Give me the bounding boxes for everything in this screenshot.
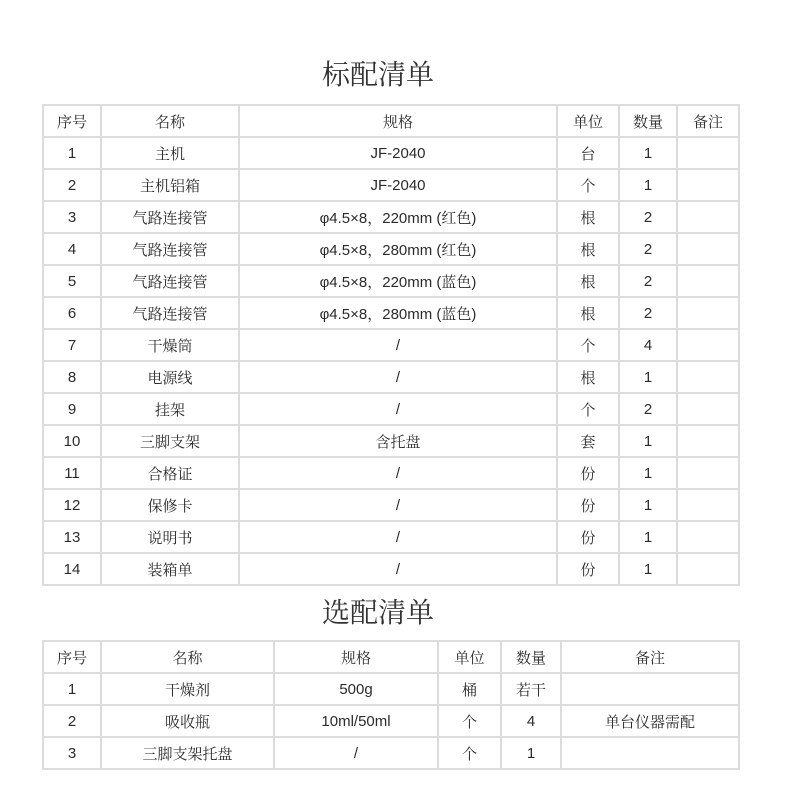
- table-cell: 1: [43, 673, 101, 705]
- table-cell: 9: [43, 393, 101, 425]
- table-cell: 气路连接管: [101, 297, 239, 329]
- table-cell: 4: [619, 329, 677, 361]
- table-cell: 14: [43, 553, 101, 585]
- table-cell: [677, 137, 739, 169]
- table-cell: 1: [43, 137, 101, 169]
- table-cell: 5: [43, 265, 101, 297]
- table-cell: 若干: [501, 673, 561, 705]
- table-row: [43, 489, 739, 521]
- table-cell: 电源线: [101, 361, 239, 393]
- table-cell: 10ml/50ml: [274, 705, 438, 737]
- header-cell: 单位: [438, 641, 501, 673]
- table-row: [43, 265, 739, 297]
- table-cell: 干燥剂: [101, 673, 274, 705]
- table-cell: [677, 329, 739, 361]
- table-cell: /: [239, 393, 557, 425]
- table-row: [43, 521, 739, 553]
- table-row: [43, 737, 739, 769]
- table-cell: 份: [557, 521, 619, 553]
- table-cell: φ4.5×8，280mm (蓝色): [239, 297, 557, 329]
- table-cell: [677, 553, 739, 585]
- table-cell: [677, 361, 739, 393]
- table-cell: 8: [43, 361, 101, 393]
- table-cell: 1: [501, 737, 561, 769]
- table-cell: [677, 457, 739, 489]
- table-row: [43, 393, 739, 425]
- header-cell: 序号: [43, 641, 101, 673]
- table-cell: 2: [619, 201, 677, 233]
- table-cell: [561, 673, 739, 705]
- table-cell: /: [239, 329, 557, 361]
- table-row: [43, 137, 739, 169]
- table-cell: 3: [43, 201, 101, 233]
- optional-list-title: 选配清单: [321, 597, 434, 628]
- header-cell: 名称: [101, 641, 274, 673]
- table-cell: 三脚支架: [101, 425, 239, 457]
- table-cell: 含托盘: [239, 425, 557, 457]
- table-cell: 1: [619, 169, 677, 201]
- table-cell: 4: [43, 233, 101, 265]
- table-cell: /: [239, 489, 557, 521]
- table-cell: 个: [438, 737, 501, 769]
- table-cell: 份: [557, 489, 619, 521]
- table-cell: 干燥筒: [101, 329, 239, 361]
- table-cell: 根: [557, 201, 619, 233]
- table-cell: JF-2040: [239, 137, 557, 169]
- table-cell: 个: [557, 329, 619, 361]
- header-row: [43, 105, 739, 137]
- table-cell: φ4.5×8，220mm (蓝色): [239, 265, 557, 297]
- header-cell: 规格: [239, 105, 557, 137]
- table-cell: 2: [619, 233, 677, 265]
- standard-list-table: [42, 104, 740, 586]
- table-cell: 挂架: [101, 393, 239, 425]
- table-cell: 单台仪器需配: [561, 705, 739, 737]
- header-cell: 单位: [557, 105, 619, 137]
- table-cell: 13: [43, 521, 101, 553]
- table-row: [43, 169, 739, 201]
- table-cell: 个: [438, 705, 501, 737]
- header-cell: 备注: [561, 641, 739, 673]
- table-cell: 根: [557, 297, 619, 329]
- table-cell: [677, 265, 739, 297]
- header-cell: 序号: [43, 105, 101, 137]
- table-cell: 个: [557, 393, 619, 425]
- table-row: [43, 425, 739, 457]
- table-cell: [677, 521, 739, 553]
- table-row: [43, 673, 739, 705]
- table-row: [43, 233, 739, 265]
- optional-list-table: [42, 640, 740, 770]
- table-cell: 套: [557, 425, 619, 457]
- table-cell: φ4.5×8，220mm (红色): [239, 201, 557, 233]
- table-cell: 12: [43, 489, 101, 521]
- table-cell: [677, 233, 739, 265]
- table-cell: 台: [557, 137, 619, 169]
- table-cell: 1: [619, 553, 677, 585]
- table-cell: 装箱单: [101, 553, 239, 585]
- table-cell: [677, 393, 739, 425]
- table-cell: 气路连接管: [101, 233, 239, 265]
- table-cell: 主机: [101, 137, 239, 169]
- standard-list-title: 标配清单: [321, 59, 434, 90]
- table-cell: 1: [619, 521, 677, 553]
- table-row: [43, 329, 739, 361]
- table-cell: 主机铝箱: [101, 169, 239, 201]
- table-cell: 2: [619, 297, 677, 329]
- table-cell: 份: [557, 553, 619, 585]
- header-row: [43, 641, 739, 673]
- table-cell: /: [239, 553, 557, 585]
- table-cell: 根: [557, 361, 619, 393]
- table-cell: [677, 425, 739, 457]
- table-cell: 根: [557, 265, 619, 297]
- table-cell: /: [274, 737, 438, 769]
- header-cell: 备注: [677, 105, 739, 137]
- table-cell: /: [239, 521, 557, 553]
- table-cell: [677, 201, 739, 233]
- table-cell: 根: [557, 233, 619, 265]
- header-cell: 数量: [501, 641, 561, 673]
- table-cell: /: [239, 457, 557, 489]
- table-row: [43, 201, 739, 233]
- table-row: [43, 705, 739, 737]
- header-cell: 规格: [274, 641, 438, 673]
- table-cell: 2: [43, 705, 101, 737]
- table-cell: 2: [619, 265, 677, 297]
- table-cell: 份: [557, 457, 619, 489]
- table-cell: 2: [619, 393, 677, 425]
- table-cell: 合格证: [101, 457, 239, 489]
- table-cell: [677, 169, 739, 201]
- table-cell: 3: [43, 737, 101, 769]
- table-cell: 1: [619, 361, 677, 393]
- table-row: [43, 553, 739, 585]
- table-cell: 11: [43, 457, 101, 489]
- header-cell: 名称: [101, 105, 239, 137]
- table-cell: 7: [43, 329, 101, 361]
- table-cell: 500g: [274, 673, 438, 705]
- table-cell: [561, 737, 739, 769]
- header-cell: 数量: [619, 105, 677, 137]
- table-cell: 6: [43, 297, 101, 329]
- table-cell: 三脚支架托盘: [101, 737, 274, 769]
- table-cell: 10: [43, 425, 101, 457]
- table-cell: φ4.5×8，280mm (红色): [239, 233, 557, 265]
- table-cell: 个: [557, 169, 619, 201]
- table-cell: 1: [619, 425, 677, 457]
- table-cell: 吸收瓶: [101, 705, 274, 737]
- table-cell: 气路连接管: [101, 265, 239, 297]
- table-cell: 4: [501, 705, 561, 737]
- table-cell: [677, 489, 739, 521]
- table-cell: 说明书: [101, 521, 239, 553]
- table-cell: /: [239, 361, 557, 393]
- table-cell: JF-2040: [239, 169, 557, 201]
- table-cell: 1: [619, 457, 677, 489]
- table-cell: [677, 297, 739, 329]
- table-cell: 桶: [438, 673, 501, 705]
- table-row: [43, 457, 739, 489]
- table-row: [43, 361, 739, 393]
- table-cell: 2: [43, 169, 101, 201]
- table-cell: 气路连接管: [101, 201, 239, 233]
- table-cell: 1: [619, 137, 677, 169]
- table-row: [43, 297, 739, 329]
- table-cell: 1: [619, 489, 677, 521]
- table-cell: 保修卡: [101, 489, 239, 521]
